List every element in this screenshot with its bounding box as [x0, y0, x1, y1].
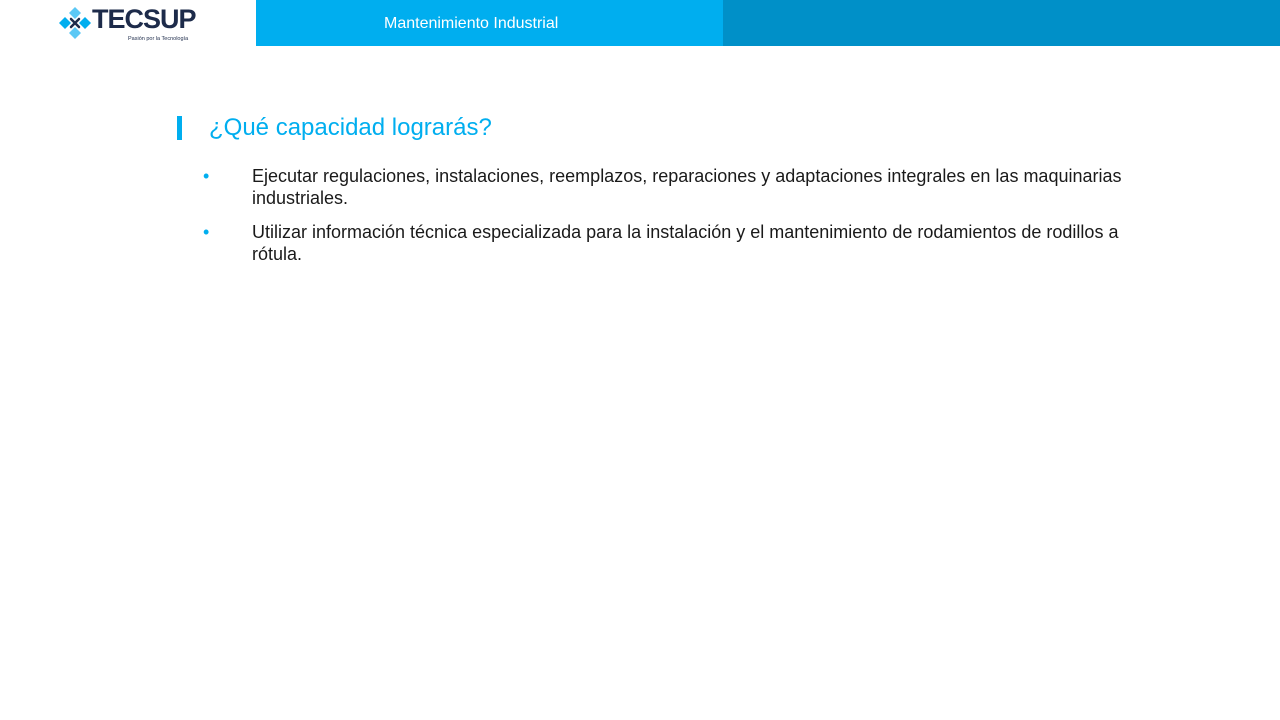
course-title: Mantenimiento Industrial: [384, 15, 559, 32]
bullet-marker: •: [203, 166, 210, 186]
logo-tagline: Pasión por la Tecnología: [128, 36, 189, 42]
logo: [0, 0, 256, 46]
logo-wordmark: TECSUP: [92, 4, 196, 34]
section-title: ¿Qué capacidad lograrás?: [209, 114, 492, 141]
bullet-text: Ejecutar regulaciones, instalaciones, reemplazos, reparaciones y adaptaciones integrales en las maquinarias industriales.: [252, 166, 1122, 208]
header-accent-bar: [723, 0, 1280, 46]
tecsup-logo-icon: [58, 6, 92, 40]
section-marker: [177, 116, 182, 140]
bullet-marker: •: [203, 222, 210, 242]
slide-header: [0, 0, 1280, 46]
list-item: [0, 221, 1280, 265]
bullet-list: [0, 165, 1280, 277]
list-item: [0, 165, 1280, 209]
bullet-text: Utilizar información técnica especializada para la instalación y el mantenimiento de rodamientos de rodillos a rótula.: [252, 222, 1119, 264]
header-title-bar: [256, 0, 723, 46]
